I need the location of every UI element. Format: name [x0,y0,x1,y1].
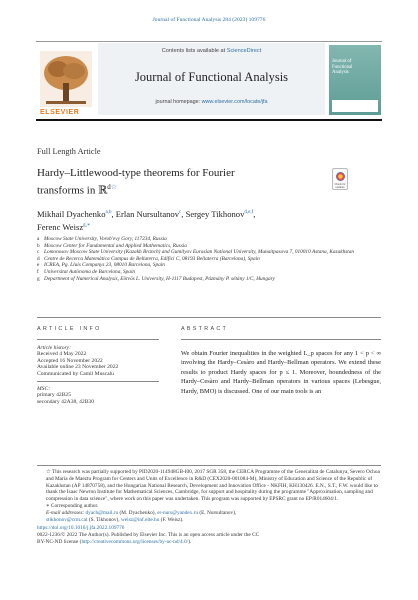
abstract-text: We obtain Fourier inequalities in the weighted L_p spaces for any 1 < p < ∞ involving the Hardy–Cesàro and Hardy–Bellman operators. We extend these results to product Hardy spaces for p ≤ 1. Moreover, boundedness of the Hardy–Cesàro and Hardy–Bellman operators in various spaces (Lebesgue, Hardy, BMO) is discussed. One of our main tools is an [181,350,381,395]
copyright-line: 0022-1236/© 2022 The Author(s). Published by Elsevier Inc. This is an open access article under the CC [37,532,260,539]
info-divider [37,339,159,340]
author[interactable]: Mikhail Dyachenko$^{a,b}$ [37,208,112,219]
email-link[interactable]: weisz@inf.elte.hu [120,516,160,523]
check-for-updates-button[interactable]: Check for updates [332,168,348,190]
author-list: Mikhail Dyachenko$^{a,b}$, Erlan Nursultanov$^c$, Sergey Tikhonov$^{d,e,f}$, Ferenc Weisz$^{g,∗}$ [37,208,256,232]
author[interactable]: Erlan Nursultanov$^c$ [115,208,182,219]
msc-item: secondary 42A38, 42B30 [37,398,95,405]
journal-citation: Journal of Functional Analysis 284 (2023) 109776 [152,17,266,23]
article-info-heading: ARTICLE INFO [37,326,102,332]
homepage-link[interactable]: www.elsevier.com/locate/jfa [201,99,268,105]
history-item: Received 4 May 2022 [37,351,87,358]
article-info [37,345,157,405]
check-updates-icon [336,172,345,181]
cover-footer [332,100,378,112]
abstract-divider [181,339,381,340]
affiliation: a Moscow State University, Vorob'evy Gory, 117234, Russia [37,236,167,242]
history-item: Accepted 16 November 2022 [37,357,103,364]
history-item: Available online 23 November 2022 [37,364,119,371]
email-link[interactable]: dyach@mail.ru [85,509,119,516]
affiliation: c Lomonosov Moscow State University (Kazakh Branch) and Gumilyov Eurasian National University, Munaitpasova 7, 010010 Astana, Kazakhstan [37,249,355,256]
title-footnote-star-icon[interactable]: ☆ [110,183,118,191]
license-link[interactable]: http://creativecommons.org/licenses/by-nc-nd/4.0/ [81,538,189,545]
contents-line: Contents lists available at ScienceDirect [161,48,262,54]
corresponding-note: ∗ Corresponding author. [46,502,99,509]
affiliation: b Moscow Center for Fundamental and Applied Mathematics, Russia [37,242,187,249]
license-line: BY-NC-ND license (http://creativecommons.org/licenses/by-nc-nd/4.0/). [37,538,192,545]
footnotes [37,469,381,546]
affiliation: g Department of Numerical Analysis, Eötvös L. University, H-1117 Budapest, Pázmány P. sétány 1/C, Hungary [37,275,276,282]
author[interactable]: Sergey Tikhonov$^{d,e,f}$ [185,208,254,219]
author[interactable]: Ferenc Weisz$^{g,∗}$ [37,221,91,232]
affiliation: d Centre de Recerca Matemàtica Campus de Bellaterra, Edifici C, 08193 Bellaterra (Barcelona), Spain [37,255,260,262]
journal-cover [329,45,381,115]
footnote-divider [37,465,381,466]
section-divider [37,317,381,318]
history-item: Communicated by Camil Muscalu [37,370,114,377]
journal-header [36,41,382,119]
header-rule-top [36,41,382,42]
doi-link[interactable]: https://doi.org/10.1016/j.jfa.2022.109776 [37,525,125,532]
journal-title: Journal of Functional Analysis [134,70,289,84]
email-link[interactable]: stikhonov@crm.cat [46,516,88,523]
publisher-name: ELSEVIER [40,109,80,116]
header-rule-bottom [36,119,382,121]
msc-item: primary 42B25 [37,392,72,399]
abstract-heading: ABSTRACT [181,326,229,332]
email-addresses: E-mail addresses: dyach@mail.ru (M. Dyachenko), er-nurs@yandex.ru (E. Nursultanov), stikhonov@crm.cat (S. Tikhonov), weisz@inf.elte.hu (F. Weisz). [46,509,237,523]
homepage-line: journal homepage: www.elsevier.com/locate/jfa [155,99,268,105]
affiliation: f Universitat Autònoma de Barcelona, Spain [37,268,136,275]
article-title: Hardy–Littlewood-type theorems for Fourier transforms in ℝ$^{d☆}$ [37,167,235,197]
history-label: Article history: [37,345,72,351]
info-subdivider [37,377,159,382]
article-type: Full Length Article [37,147,101,156]
sciencedirect-link[interactable]: ScienceDirect [226,48,262,54]
affiliations [37,236,377,282]
msc-label: MSC: [37,386,51,393]
funding-note: ☆ This research was partially supported by PID2020-114948GB-I00, 2017 SGR 358, the CERCA Programme of the Generalitat de Catalunya, Severo Ochoa and María de Maeztu Program for Centers and Units of Excellence in R&D (CEX2020-001084-M), Ministry of Education and Science of the Republic of Kazakhstan (AP 14870758), and the Hungarian National Research, Development and Innovation Office - NKFIH, KH130426. E.N., S.T., F.W. would like to thank the Isaac Newton Institute for Mathematical Sciences, Cambridge, for support and hospitality during the programme "Approximation, sampling and compression in data science", where work on this paper was undertaken. This program was supported by EPSRC grant no EP/R014604/1. [46,469,380,503]
cover-title: Journal of Functional Analysis [332,59,353,76]
email-link[interactable]: er-nurs@yandex.ru [157,509,199,516]
elsevier-tree-logo-icon [36,47,96,113]
affiliation: e ICREA, Pg. Lluís Companys 23, 08010 Barcelona, Spain [37,262,165,269]
header-center [98,43,325,115]
